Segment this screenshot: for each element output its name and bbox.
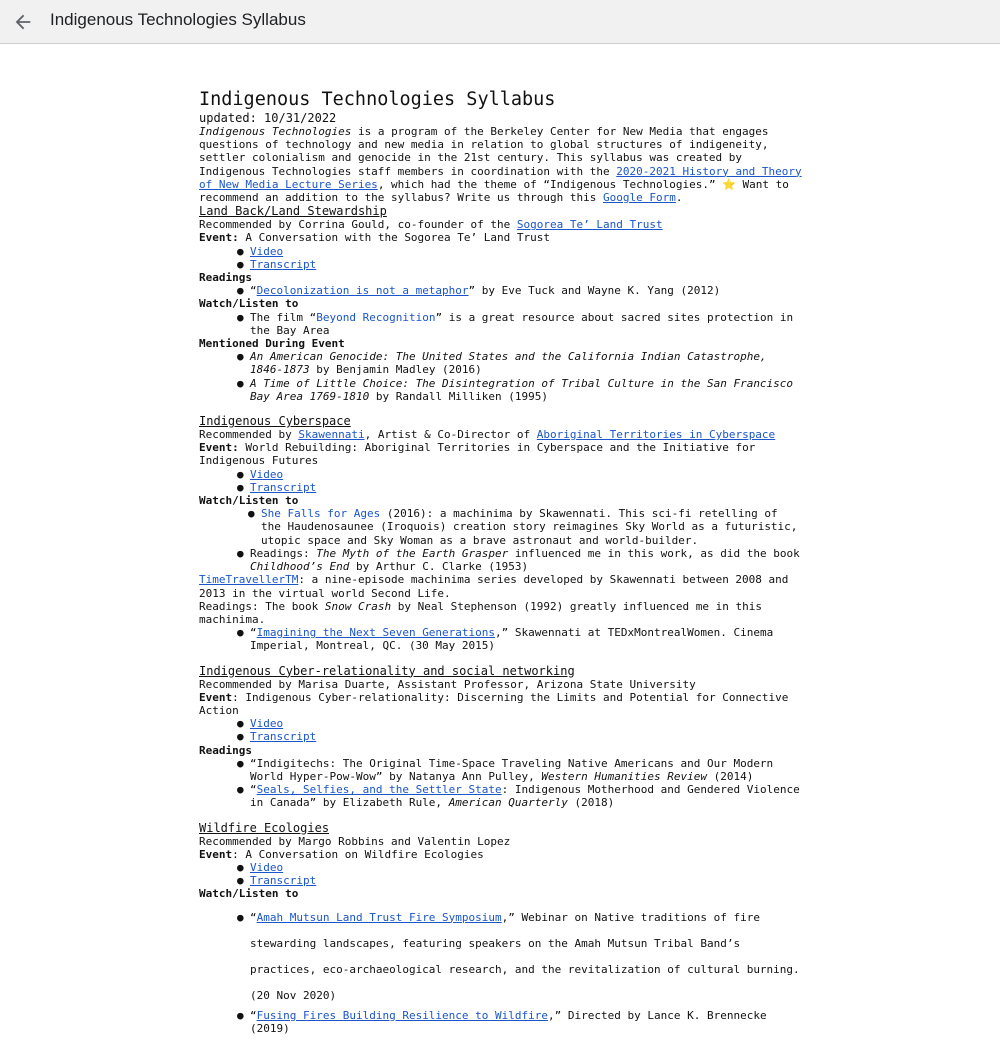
section-wildfire	[199, 821, 804, 1035]
event-line	[199, 441, 804, 467]
text: ” by Eve Tuck and Wayne K. Yang (2012)	[468, 284, 721, 298]
list-item	[237, 311, 804, 337]
list-item	[237, 1009, 804, 1035]
she-falls-link[interactable]: She Falls for Ages	[261, 507, 381, 521]
transcript-link[interactable]: Transcript	[250, 257, 317, 271]
video-link[interactable]: Video	[250, 467, 284, 481]
book-title: The Myth of the Earth Grasper	[316, 546, 509, 560]
intro-text: .	[675, 191, 683, 205]
journal-title: Western Humanities Review	[541, 769, 707, 783]
text: ,” Webinar on Native traditions of fire stewarding landscapes, featuring speakers on the Amah Mutsun Tribal Band’s practices, eco-archaeological research, and the revitalization of cultural burning. (20 Nov 2020)	[250, 910, 800, 1002]
text: “	[250, 783, 257, 797]
lecture-series-link[interactable]: 2020-2021 History and Theory of New Media Lecture Series	[199, 164, 802, 191]
event-label: Event:	[199, 231, 239, 245]
list-item	[237, 468, 804, 481]
intro-paragraph	[199, 125, 804, 204]
list-item	[237, 783, 804, 809]
text: : Indigenous Motherhood and Gendered Violence in Canada” by Elizabeth Rule,	[250, 783, 800, 810]
list-item	[237, 905, 804, 1009]
ted-talk-link[interactable]: Imagining the Next Seven Generations	[256, 626, 496, 640]
book-title: A Time of Little Choice: The Disintegration of Tribal Culture in the San Francisco Bay Area 1769-1810	[250, 376, 794, 403]
text: The film “	[250, 310, 317, 324]
fire-symposium-link[interactable]: Amah Mutsun Land Trust Fire Symposium	[256, 910, 502, 924]
text: (2014)	[706, 769, 754, 783]
text: “	[250, 910, 257, 924]
updated-date: updated: 10/31/2022	[199, 111, 337, 125]
section-land-back	[199, 204, 804, 403]
text: ” is a great resource about sacred sites protection in the Bay Area	[250, 310, 794, 337]
text: by Arthur C. Clarke (1953)	[349, 560, 529, 574]
video-link[interactable]: Video	[250, 717, 284, 731]
recommended-by: Recommended by Marisa Duarte, Assistant Professor, Arizona State University	[199, 677, 696, 691]
recommended-by: Recommended by Margo Robbins and Valentin Lopez	[199, 834, 511, 848]
list-item	[237, 284, 804, 297]
reading-link[interactable]: Decolonization is not a metaphor	[256, 284, 469, 298]
list-item	[237, 717, 804, 730]
section-cyberspace	[199, 414, 804, 652]
text: , Artist & Co-Director of	[364, 428, 537, 442]
list-item	[237, 258, 804, 271]
event-label: Event	[199, 690, 233, 704]
list-item	[237, 861, 804, 874]
section-heading: Indigenous Cyber-relationality and social networking	[199, 663, 575, 678]
text: by Benjamin Madley (2016)	[309, 363, 482, 377]
skawennati-link[interactable]: Skawennati	[298, 428, 365, 442]
transcript-link[interactable]: Transcript	[250, 730, 317, 744]
intro-text: , which had the theme of “Indigenous Technologies.” ⭐ Want to recommend an addition to the syllabus? Write us through this	[199, 177, 789, 205]
book-title: Snow Crash	[324, 599, 392, 613]
fusing-fires-link[interactable]: Fusing Fires Building Resilience to Wildfire	[256, 1008, 549, 1022]
recommended-text: Recommended by Corrina Gould, co-founder of the	[199, 218, 517, 232]
event-text: : A Conversation on Wildfire Ecologies	[232, 847, 484, 861]
event-line	[199, 848, 804, 861]
paragraph	[199, 600, 804, 626]
watch-label: Watch/Listen to	[199, 494, 299, 508]
list-item	[237, 481, 804, 494]
text: (2018)	[567, 796, 615, 810]
list-item	[237, 377, 804, 403]
event-label: Event:	[199, 441, 239, 455]
text: Recommended by	[199, 428, 299, 442]
intro-text: is a program of the Berkeley Center for New Media that engages questions of technology and new media in relation to global structures of indigeneity, settler colonialism and genocide in the 21st century. This syllabus was created by Indigenous Technologies staff members in coordination with the	[199, 125, 769, 178]
text: “Indigitechs: The Original Time-Space Traveling Native Americans and Our Modern World Hyper-Pow-Wow” by Natanya Ann Pulley,	[250, 756, 774, 783]
section-heading: Indigenous Cyberspace	[199, 414, 351, 429]
document	[199, 89, 804, 1046]
text: by Neal Stephenson (1992) greatly influenced me in this machinima.	[199, 599, 762, 626]
app-bar	[0, 0, 1000, 44]
readings-label: Readings	[199, 271, 252, 285]
seals-selfies-link[interactable]: Seals, Selfies, and the Settler State	[256, 783, 502, 797]
text: ,” Skawennati at TEDxMontrealWomen. Cinema Imperial, Montreal, QC. (30 May 2015)	[250, 626, 774, 653]
event-text: : Indigenous Cyber-relationality: Discerning the Limits and Potential for Connective Action	[199, 690, 789, 717]
intro-program-name: Indigenous Technologies	[199, 125, 352, 138]
paragraph	[199, 573, 804, 599]
video-link[interactable]: Video	[250, 860, 284, 874]
text: “	[250, 626, 257, 640]
transcript-link[interactable]: Transcript	[250, 480, 317, 494]
list-item	[237, 547, 804, 573]
event-label: Event	[199, 847, 233, 861]
list-item	[248, 507, 804, 547]
text: influenced me in this work, as did the book	[508, 546, 800, 560]
timetraveller-link[interactable]: TimeTravellerTM	[199, 573, 299, 587]
watch-label: Watch/Listen to	[199, 887, 299, 901]
book-title: Childhood’s End	[250, 560, 350, 574]
text: (2016): a machinima by Skawennati. This sci-fi retelling of the Haudenosaunee (Iroquois) creation story reimagines Sky World as a futuristic, utopic space and Sky Woman as a brave astronaut and world-builder.	[261, 507, 798, 547]
aboriginal-territories-link[interactable]: Aboriginal Territories in Cyberspace	[536, 428, 776, 442]
section-cyber-relationality	[199, 664, 804, 810]
section-heading: Wildfire Ecologies	[199, 820, 330, 835]
list-item	[237, 626, 804, 652]
mentioned-label: Mentioned During Event	[199, 337, 345, 351]
event-text: World Rebuilding: Aboriginal Territories in Cyberspace and the Initiative for Indigenous Futures	[199, 441, 756, 468]
text: “	[250, 284, 257, 298]
section-heading: Land Back/Land Stewardship	[199, 204, 387, 219]
text: ,” Directed by Lance K. Brennecke (2019)	[250, 1008, 767, 1035]
list-item	[237, 245, 804, 258]
recommended-by	[199, 428, 804, 441]
app-title: Indigenous Technologies Syllabus	[50, 10, 306, 29]
event-text: A Conversation with the Sogorea Te’ Land Trust	[238, 231, 551, 245]
sogorea-te-link[interactable]: Sogorea Te’ Land Trust	[516, 218, 663, 232]
readings-label: Readings	[199, 743, 252, 757]
back-arrow-icon[interactable]	[12, 11, 34, 33]
text: “	[250, 1008, 257, 1022]
transcript-link[interactable]: Transcript	[250, 874, 317, 888]
text: Readings:	[250, 546, 317, 560]
list-item	[237, 874, 804, 887]
event-line	[199, 691, 804, 717]
list-item	[237, 350, 804, 376]
list-item	[237, 757, 804, 783]
google-form-link[interactable]: Google Form	[602, 191, 676, 205]
recommended-by	[199, 218, 804, 231]
film-link[interactable]: Beyond Recognition	[316, 310, 436, 324]
video-link[interactable]: Video	[250, 244, 284, 258]
event-line	[199, 231, 804, 244]
watch-label: Watch/Listen to	[199, 297, 299, 311]
book-title: An American Genocide: The United States and the California Indian Catastrophe, 1846-1873	[250, 350, 767, 377]
doc-title: Indigenous Technologies Syllabus	[199, 89, 556, 110]
text: : a nine-episode machinima series developed by Skawennati between 2008 and 2013 in the virtual world Second Life.	[199, 573, 789, 600]
journal-title: American Quarterly	[448, 796, 568, 810]
list-item	[237, 730, 804, 743]
text: Readings: The book	[199, 599, 325, 613]
text: by Randall Milliken (1995)	[369, 389, 549, 403]
